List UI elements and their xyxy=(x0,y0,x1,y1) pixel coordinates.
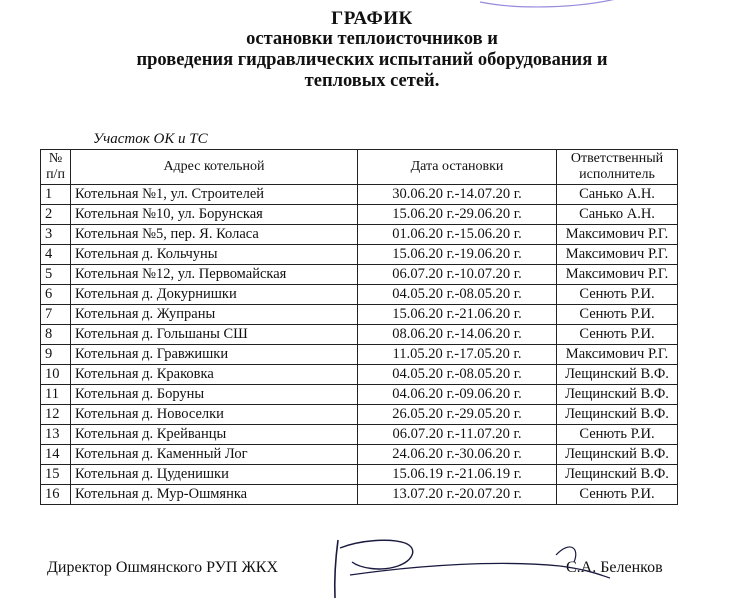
table-row xyxy=(41,465,678,485)
cell-address: Котельная д. Гравжишки xyxy=(71,345,358,365)
cell-date: 15.06.20 г.-21.06.20 г. xyxy=(358,305,557,325)
cell-responsible: Сенють Р.И. xyxy=(557,485,678,505)
cell-address: Котельная д. Цуденишки xyxy=(71,465,358,485)
cell-num: 3 xyxy=(41,225,71,245)
cell-num: 16 xyxy=(41,485,71,505)
cell-address: Котельная №10, ул. Борунская xyxy=(71,205,358,225)
table-row xyxy=(41,405,678,425)
cell-num: 9 xyxy=(41,345,71,365)
cell-responsible: Лещинский В.Ф. xyxy=(557,385,678,405)
signatory-position: Директор Ошмянского РУП ЖКХ xyxy=(47,559,279,576)
table-row xyxy=(41,485,678,505)
cell-address: Котельная д. Крейванцы xyxy=(71,425,358,445)
cell-responsible: Максимович Р.Г. xyxy=(557,265,678,285)
cell-address: Котельная д. Докурнишки xyxy=(71,285,358,305)
table-row xyxy=(41,245,678,265)
cell-date: 04.05.20 г.-08.05.20 г. xyxy=(358,365,557,385)
cell-address: Котельная №1, ул. Строителей xyxy=(71,185,358,205)
cell-address: Котельная д. Новоселки xyxy=(71,405,358,425)
cell-responsible: Максимович Р.Г. xyxy=(557,245,678,265)
cell-address: Котельная д. Боруны xyxy=(71,385,358,405)
cell-date: 06.07.20 г.-11.07.20 г. xyxy=(358,425,557,445)
cell-num: 1 xyxy=(41,185,71,205)
table-row xyxy=(41,225,678,245)
title-main: ГРАФИК xyxy=(331,8,413,29)
cell-address: Котельная №5, пер. Я. Коласа xyxy=(71,225,358,245)
table-row xyxy=(41,205,678,225)
cell-address: Котельная д. Мур-Ошмянка xyxy=(71,485,358,505)
cell-num: 2 xyxy=(41,205,71,225)
cell-date: 24.06.20 г.-30.06.20 г. xyxy=(358,445,557,465)
cell-date: 15.06.20 г.-29.06.20 г. xyxy=(358,205,557,225)
cell-address: Котельная д. Кольчуны xyxy=(71,245,358,265)
schedule-table xyxy=(40,149,678,505)
cell-address: Котельная д. Гольшаны СШ xyxy=(71,325,358,345)
cell-address: Котельная д. Краковка xyxy=(71,365,358,385)
table-row xyxy=(41,285,678,305)
cell-num: 11 xyxy=(41,385,71,405)
table-row xyxy=(41,265,678,285)
table-row xyxy=(41,345,678,365)
cell-num: 8 xyxy=(41,325,71,345)
cell-date: 01.06.20 г.-15.06.20 г. xyxy=(358,225,557,245)
cell-date: 30.06.20 г.-14.07.20 г. xyxy=(358,185,557,205)
section-label: Участок ОК и ТС xyxy=(93,131,208,147)
signature-icon xyxy=(335,540,338,598)
table-row xyxy=(41,365,678,385)
cell-responsible: Сенють Р.И. xyxy=(557,305,678,325)
cell-responsible: Лещинский В.Ф. xyxy=(557,365,678,385)
cell-date: 11.05.20 г.-17.05.20 г. xyxy=(358,345,557,365)
table-header-row xyxy=(41,150,678,185)
cell-num: 5 xyxy=(41,265,71,285)
cell-date: 13.07.20 г.-20.07.20 г. xyxy=(358,485,557,505)
cell-date: 15.06.20 г.-19.06.20 г. xyxy=(358,245,557,265)
title-line-3: тепловых сетей. xyxy=(304,71,440,91)
header-num: № п/п xyxy=(41,150,71,185)
cell-date: 04.06.20 г.-09.06.20 г. xyxy=(358,385,557,405)
stamp-arc-icon xyxy=(480,0,620,7)
header-responsible: Ответственный исполнитель xyxy=(557,150,678,185)
cell-responsible: Лещинский В.Ф. xyxy=(557,405,678,425)
header-address: Адрес котельной xyxy=(71,150,358,185)
cell-num: 15 xyxy=(41,465,71,485)
cell-responsible: Лещинский В.Ф. xyxy=(557,445,678,465)
cell-num: 10 xyxy=(41,365,71,385)
cell-num: 13 xyxy=(41,425,71,445)
signatory-name: С.А. Беленков xyxy=(566,559,663,576)
cell-address: Котельная д. Каменный Лог xyxy=(71,445,358,465)
title-line-1: остановки теплоисточников и xyxy=(246,29,498,49)
table-row xyxy=(41,425,678,445)
cell-date: 26.05.20 г.-29.05.20 г. xyxy=(358,405,557,425)
table-row xyxy=(41,185,678,205)
title-line-2: проведения гидравлических испытаний оборудования и xyxy=(136,50,608,70)
cell-num: 4 xyxy=(41,245,71,265)
cell-address: Котельная №12, ул. Первомайская xyxy=(71,265,358,285)
cell-num: 12 xyxy=(41,405,71,425)
cell-responsible: Санько А.Н. xyxy=(557,185,678,205)
cell-num: 7 xyxy=(41,305,71,325)
cell-date: 15.06.19 г.-21.06.19 г. xyxy=(358,465,557,485)
cell-responsible: Сенють Р.И. xyxy=(557,285,678,305)
cell-responsible: Максимович Р.Г. xyxy=(557,225,678,245)
table-row xyxy=(41,325,678,345)
cell-responsible: Лещинский В.Ф. xyxy=(557,465,678,485)
cell-address: Котельная д. Жупраны xyxy=(71,305,358,325)
cell-num: 14 xyxy=(41,445,71,465)
document-title xyxy=(0,8,744,92)
cell-responsible: Сенють Р.И. xyxy=(557,425,678,445)
cell-responsible: Санько А.Н. xyxy=(557,205,678,225)
cell-responsible: Сенють Р.И. xyxy=(557,325,678,345)
table-row xyxy=(41,445,678,465)
table-row xyxy=(41,385,678,405)
cell-responsible: Максимович Р.Г. xyxy=(557,345,678,365)
cell-num: 6 xyxy=(41,285,71,305)
cell-date: 06.07.20 г.-10.07.20 г. xyxy=(358,265,557,285)
table-row xyxy=(41,305,678,325)
cell-date: 08.06.20 г.-14.06.20 г. xyxy=(358,325,557,345)
cell-date: 04.05.20 г.-08.05.20 г. xyxy=(358,285,557,305)
header-date: Дата остановки xyxy=(358,150,557,185)
